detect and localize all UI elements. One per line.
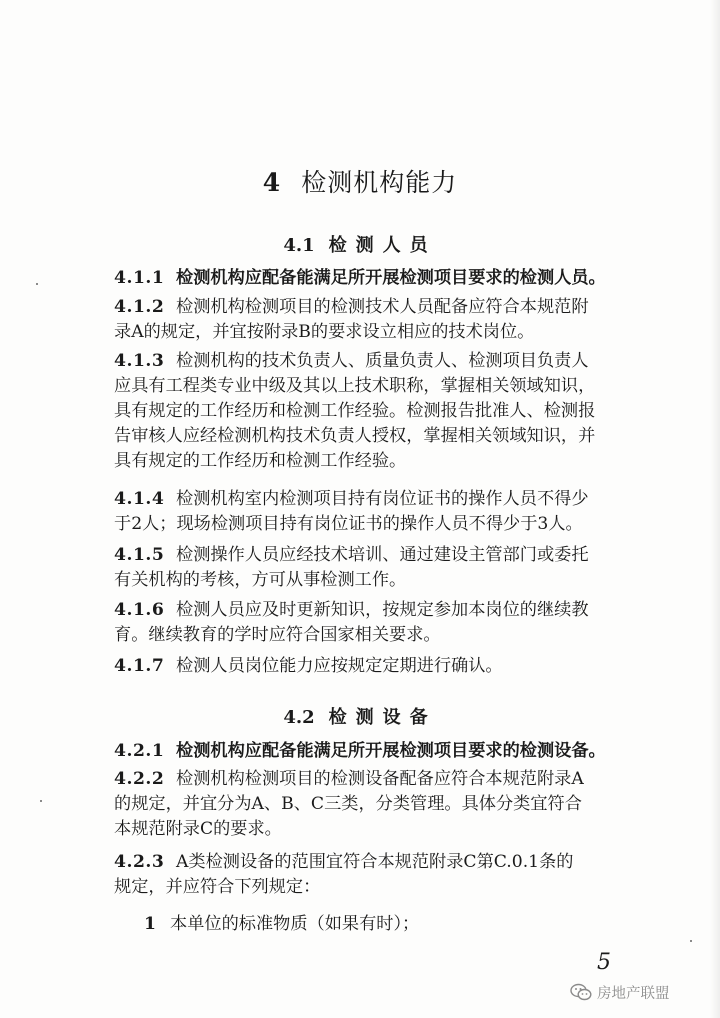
clause-text: 检测机构应配备能满足所开展检测项目要求的检测人员。 xyxy=(176,268,606,288)
clause-number: 4.2.1 xyxy=(114,741,165,761)
clause-text: 检测机构应配备能满足所开展检测项目要求的检测设备。 xyxy=(176,741,606,761)
clause-text: 检测机构检测项目的检测技术人员配备应符合本规范附 xyxy=(176,297,589,317)
item-number: 1 xyxy=(144,914,156,934)
clause-number: 4.1.6 xyxy=(114,600,165,620)
clause-text-line: 于2人；现场检测项目持有岗位证书的操作人员不得少于3人。 xyxy=(114,514,583,534)
scan-speck xyxy=(690,940,692,942)
clause-number: 4.2.3 xyxy=(114,852,165,872)
chapter-title xyxy=(0,163,720,199)
clause-4-1-5 xyxy=(114,543,654,593)
clause-text-line: 告审核人应经检测机构技术负责人授权，掌握相关领域知识，并 xyxy=(114,426,596,446)
scan-speck xyxy=(40,800,42,802)
clause-text: A类检测设备的范围宜符合本规范附录C第C.0.1条的 xyxy=(176,852,574,872)
wechat-icon xyxy=(570,983,592,1001)
clause-4-2-3 xyxy=(114,850,654,900)
section-number: 4.2 xyxy=(283,707,315,728)
clause-text-line: 具有规定的工作经历和检测工作经验。检测报告批准人、检测报 xyxy=(114,401,596,421)
page-number: 5 xyxy=(597,950,611,975)
clause-4-1-2 xyxy=(114,295,654,345)
section-title-4-1 xyxy=(0,231,720,257)
clause-number: 4.1.3 xyxy=(114,351,165,371)
list-item-1 xyxy=(144,912,419,937)
clause-text: 检测人员岗位能力应按规定定期进行确认。 xyxy=(176,656,503,676)
chapter-heading: 检测机构能力 xyxy=(301,168,458,197)
item-text: 本单位的标准物质（如果有时）； xyxy=(170,914,420,934)
clause-text: 检测机构的技术负责人、质量负责人、检测项目负责人 xyxy=(176,351,589,371)
clause-text: 检测机构检测项目的检测设备配备应符合本规范附录A xyxy=(176,769,584,789)
clause-4-1-7 xyxy=(114,654,654,679)
chapter-number: 4 xyxy=(262,168,282,197)
clause-text: 检测操作人员应经技术培训、通过建设主管部门或委托 xyxy=(176,545,589,565)
clause-4-1-3 xyxy=(114,349,654,474)
section-heading: 检测人员 xyxy=(328,235,437,256)
clause-number: 4.1.5 xyxy=(114,545,165,565)
clause-number: 4.2.2 xyxy=(114,769,165,789)
scan-edge-shadow xyxy=(710,0,720,1018)
scan-speck xyxy=(36,283,38,285)
section-number: 4.1 xyxy=(283,235,315,256)
clause-number: 4.1.2 xyxy=(114,297,165,317)
clause-text-line: 育。继续教育的学时应符合国家相关要求。 xyxy=(114,625,441,645)
clause-text-line: 具有规定的工作经历和检测工作经验。 xyxy=(114,451,407,471)
watermark xyxy=(570,980,670,1004)
section-heading: 检测设备 xyxy=(328,707,437,728)
watermark-text: 房地产联盟 xyxy=(597,985,670,1002)
clause-4-1-1 xyxy=(114,266,654,291)
clause-text-line: 规定，并应符合下列规定： xyxy=(114,877,321,897)
clause-text: 检测人员应及时更新知识，按规定参加本岗位的继续教 xyxy=(176,600,589,620)
section-title-4-2 xyxy=(0,703,720,729)
clause-number: 4.1.4 xyxy=(114,489,165,509)
clause-text-line: 本规范附录C的要求。 xyxy=(114,819,282,839)
clause-number: 4.1.1 xyxy=(114,268,165,288)
clause-text: 检测机构室内检测项目持有岗位证书的操作人员不得少 xyxy=(176,489,589,509)
clause-4-1-4 xyxy=(114,487,654,537)
clause-4-2-2 xyxy=(114,767,654,842)
clause-text-line: 有关机构的考核，方可从事检测工作。 xyxy=(114,570,407,590)
clause-4-1-6 xyxy=(114,598,654,648)
clause-text-line: 应具有工程类专业中级及其以上技术职称，掌握相关领域知识， xyxy=(114,376,596,396)
clause-text-line: 的规定，并宜分为A、B、C三类，分类管理。具体分类宜符合 xyxy=(114,794,582,814)
clause-number: 4.1.7 xyxy=(114,656,165,676)
clause-text-line: 录A的规定，并宜按附录B的要求设立相应的技术岗位。 xyxy=(114,322,535,342)
clause-4-2-1 xyxy=(114,739,654,764)
